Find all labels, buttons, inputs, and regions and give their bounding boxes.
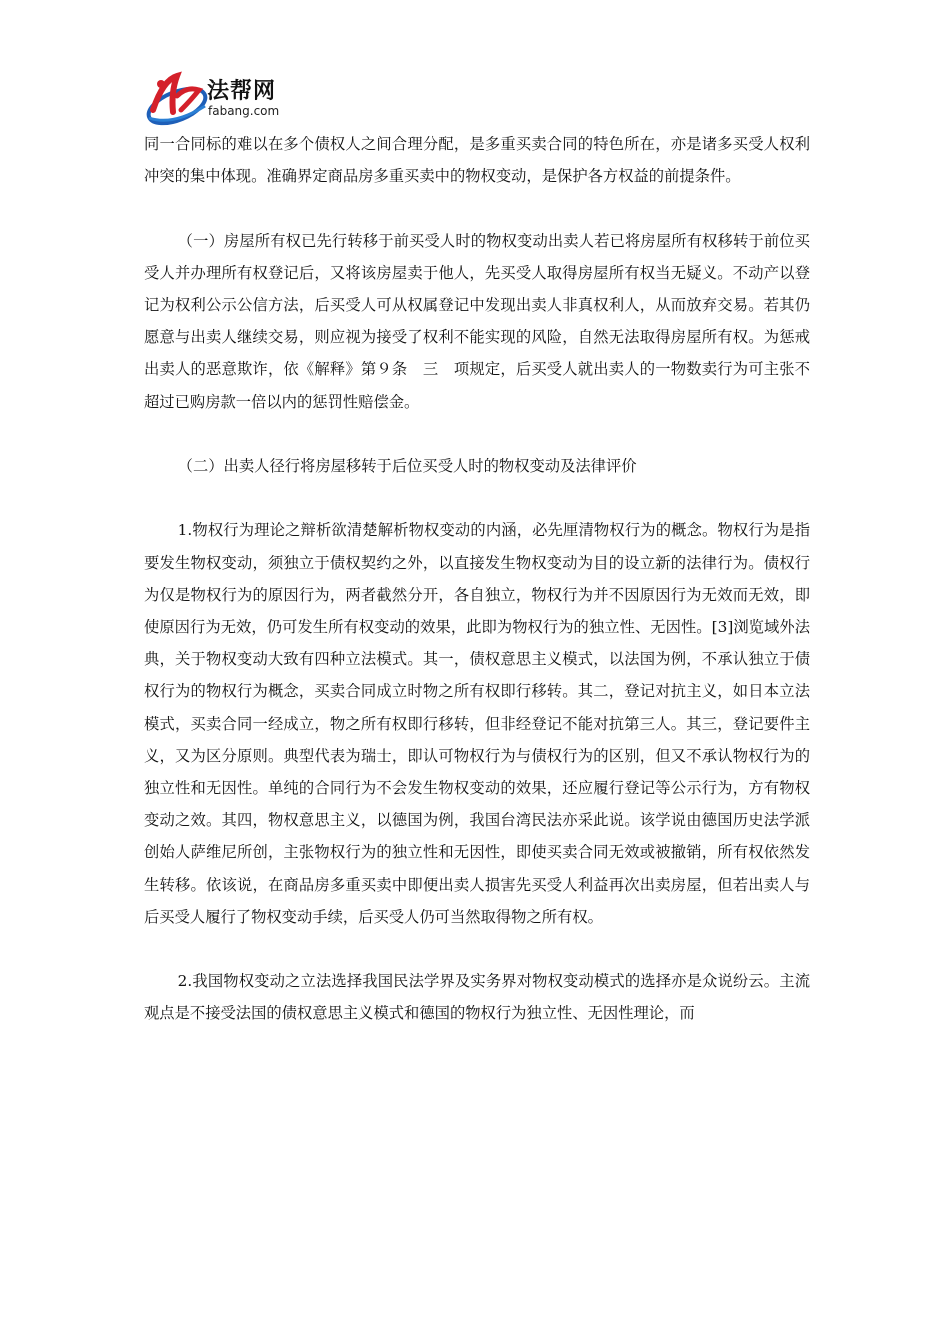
section-heading: （二）出卖人径行将房屋移转于后位买受人时的物权变动及法律评价 [177,457,637,475]
site-logo [143,66,313,130]
article-body [144,128,810,1030]
paragraph-2: （一）房屋所有权已先行转移于前买受人时的物权变动出卖人若已将房屋所有权移转于前位买受人并办理所有权登记后，又将该房屋卖于他人，先买受人取得房屋所有权当无疑义。不动产以登记为权利公示公信方法，后买受人可从权属登记中发现出卖人非真权利人，从而放弃交易。若其仍愿意与出卖人继续交易，则应视为接受了权利不能实现的风险，自然无法取得房屋所有权。为惩戒出卖人的恶意欺诈，依《解释》第９条 三 项规定，后买受人就出卖人的一物数卖行为可主张不超过已购房款一倍以内的惩罚性赔偿金。 [144,231,810,411]
paragraph-4: 2.我国物权变动之立法选择我国民法学界及实务界对物权变动模式的选择亦是众说纷云。主流观点是不接受法国的债权意思主义模式和德国的物权行为独立性、无因性理论，而 [144,972,810,1023]
logo-mark-icon [143,66,213,130]
logo-name: 法帮网 [207,79,277,104]
logo-domain: fabang.com [208,104,280,118]
paragraph-3: 1.物权行为理论之辩析欲清楚解析物权变动的内涵，必先厘清物权行为的概念。物权行为是指要发生物权变动，须独立于债权契约之外，以直接发生物权变动为目的设立新的法律行为。债权行为仅是物权行为的原因行为，两者截然分开，各自独立，物权行为并不因原因行为无效而无效，即使原因行为无效，仍可发生所有权变动的效果，此即为物权行为的独立性、无因性。[3]浏览域外法典，关于物权变动大致有四种立法模式。其一，债权意思主义模式，以法国为例，不承认独立于债权行为的物权行为概念，买卖合同成立时物之所有权即行移转。其二，登记对抗主义，如日本立法模式，买卖合同一经成立，物之所有权即行移转，但非经登记不能对抗第三人。其三，登记要件主义，又为区分原则。典型代表为瑞士，即认可物权行为与债权行为的区别，但又不承认物权行为的独立性和无因性。单纯的合同行为不会发生物权变动的效果，还应履行登记等公示行为，方有物权变动之效。其四，物权意思主义，以德国为例，我国台湾民法亦采此说。该学说由德国历史法学派创始人萨维尼所创，主张物权行为的独立性和无因性，即使买卖合同无效或被撤销，所有权依然发生转移。依该说，在商品房多重买卖中即便出卖人损害先买受人利益再次出卖房屋，但若出卖人与后买受人履行了物权变动手续，后买受人仍可当然取得物之所有权。 [144,521,810,926]
paragraph-1: 同一合同标的难以在多个债权人之间合理分配，是多重买卖合同的特色所在，亦是诸多买受人权利冲突的集中体现。准确界定商品房多重买卖中的物权变动，是保护各方权益的前提条件。 [144,135,810,186]
